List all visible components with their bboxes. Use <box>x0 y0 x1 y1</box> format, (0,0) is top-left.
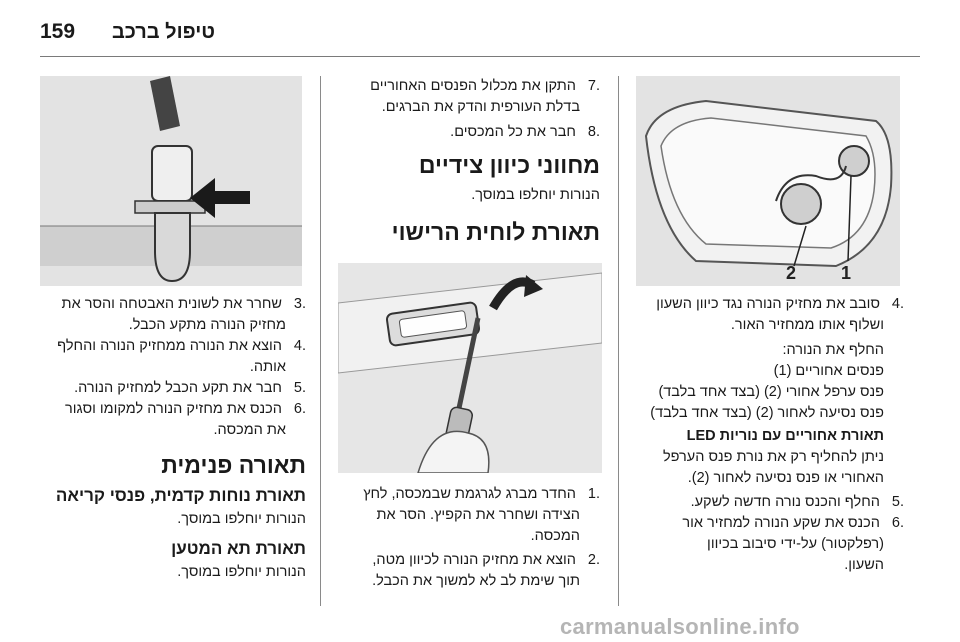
step-5-new-bulb: .5 החלף והכנס נורה חדשה לשקע. <box>690 494 904 510</box>
bulb-holder-illustration <box>40 76 302 286</box>
led-text-2: האחורי או פנס נסיעה לאחור (2). <box>687 470 884 486</box>
step-6-insert-socket: .6 הכנס את שקע הנורה למחזיר אור (רפלקטור) על-ידי סיבוב בכיוון השעון. <box>682 515 904 573</box>
header-divider <box>40 56 920 57</box>
bulb-holder-figure <box>40 76 302 286</box>
step-7-install-assembly: .7 התקן את מכלול הפנסים האחוריים בדלת העורפית והדק את הברגים. <box>370 78 600 115</box>
middle-column-top-text <box>338 76 600 252</box>
side-indicators-text: הנורות יוחלפו במוסך. <box>471 187 600 203</box>
plate-lamp-illustration <box>338 263 602 473</box>
trunk-light-text: הנורות יוחלפו במוסך. <box>177 564 306 580</box>
plate-step-1: .1 החדר מברג לגרגמת שבמכסה, לחץ הצידה ושחרר את הקפיץ. הסר את המכסה. <box>363 486 600 544</box>
callout-1: 1 <box>841 263 852 283</box>
plate-step-2: .2 הוצא את מחזיק הנורה לכיוון מטה, תוך שימת לב לא למשוך את הכבל. <box>372 552 600 589</box>
plate-light-heading: תאורת לוחית הרישוי <box>391 219 600 245</box>
page-number: 159 <box>40 20 76 43</box>
step-8-connect-covers: .8 חבר את כל המכסים. <box>450 124 600 140</box>
replace-bulb-label: החלף את הנורה: <box>782 342 884 358</box>
trunk-light-heading: תאורת תא המטען <box>171 539 306 558</box>
front-courtesy-heading: תאורת נוחות קדמית, פנסי קריאה <box>55 486 306 505</box>
front-courtesy-text: הנורות יוחלפו במוסך. <box>177 511 306 527</box>
page-title: טיפול ברכב <box>112 21 216 43</box>
fog-light-line: פנס ערפל אחורי (2) (בצד אחד בלבד) <box>658 384 884 400</box>
left-column-text <box>40 294 306 583</box>
left-step-6: .6 הכנס את מחזיק הנורה למקומו וסגור את המכסה. <box>64 401 306 438</box>
step-4-rotate-holder: .4 סובב את מחזיק הנורה נגד כיוון השעון ושלוף אותו ממחזיר האור. <box>656 296 904 333</box>
interior-lighting-heading: תאורה פנימית <box>161 452 306 478</box>
watermark: carmanualsonline.info <box>560 614 800 639</box>
left-step-3: .3 שחרר את לשונית האבטחה והסר את מחזיק הנורה מתקע הכבל. <box>61 296 306 333</box>
side-indicators-heading: מחווני כיוון צידיים <box>418 152 600 178</box>
column-divider-right <box>618 76 619 606</box>
right-column-text <box>636 294 904 576</box>
reverse-light-line: פנס נסיעה לאחור (2) (בצד אחד בלבד) <box>650 405 884 421</box>
tail-lamp-figure <box>636 76 900 286</box>
rear-lights-line: פנסים אחוריים (1) <box>773 363 884 379</box>
left-step-5: .5 חבר את תקע הכבל למחזיק הנורה. <box>74 380 306 396</box>
middle-column-bottom-text <box>338 484 600 592</box>
column-divider-left <box>320 76 321 606</box>
callout-2: 2 <box>786 263 797 283</box>
left-step-4: .4 הוצא את הנורה ממחזיק הנורה והחלף אותה. <box>57 338 306 375</box>
led-text-1: ניתן להחליף רק את נורת פנס הערפל <box>662 449 884 465</box>
plate-lamp-figure <box>338 263 602 473</box>
tail-lamp-illustration <box>636 76 900 286</box>
led-heading: תאורת אחוריים עם נוריות LED <box>686 428 884 444</box>
